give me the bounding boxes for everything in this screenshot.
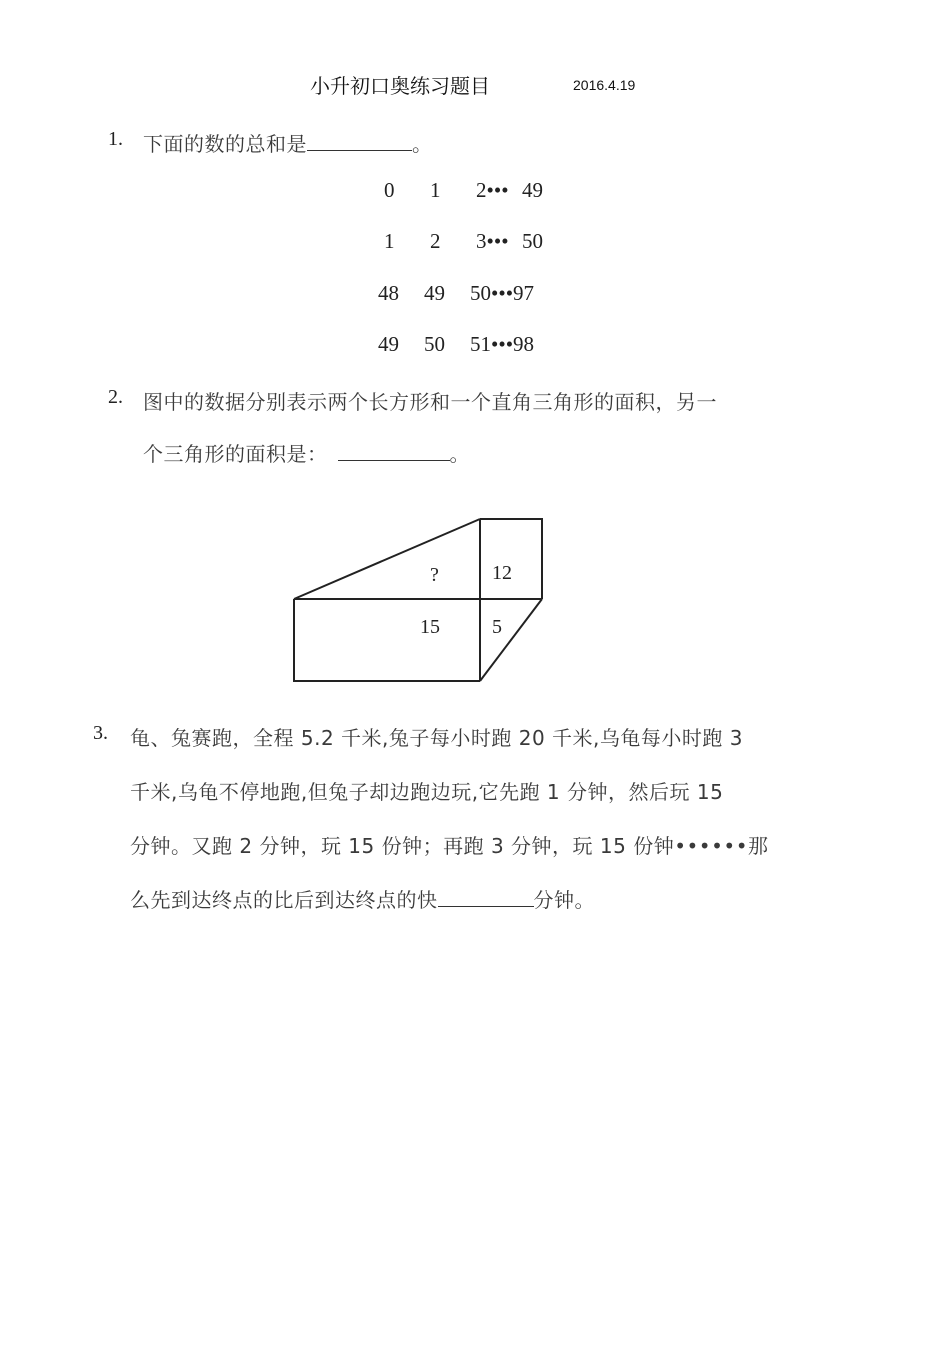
- grid-cell: 49: [522, 178, 543, 202]
- grid-cell: 48: [378, 281, 399, 305]
- figure-label-5: 5: [492, 616, 502, 638]
- area-figure: [280, 505, 560, 699]
- question-2-line-1: 图中的数据分别表示两个长方形和一个直角三角形的面积，另一: [143, 390, 717, 414]
- grid-cell: 51•••98: [470, 332, 535, 356]
- grid-cell: 1: [384, 229, 395, 253]
- question-3-line-4: [130, 884, 595, 913]
- rectangle-12-edge: [480, 519, 542, 599]
- triangle-5-slant: [480, 599, 542, 681]
- grid-cell: 50•••97: [470, 281, 535, 305]
- question-3-line-1: 龟、兔赛跑，全程 5.2 千米,兔子每小时跑 20 千米,乌龟每小时跑 3: [130, 726, 743, 750]
- grid-cell: 50: [424, 332, 445, 356]
- question-1-number: 1.: [108, 128, 123, 150]
- answer-blank-1[interactable]: [307, 132, 412, 151]
- question-3-line-3: 分钟。又跑 2 分钟，玩 15 份钟；再跑 3 分钟，玩 15 份钟••••••那: [130, 834, 769, 858]
- grid-cell: 0: [384, 178, 395, 202]
- grid-cell: 1: [430, 178, 441, 202]
- question-3-end: 分钟。: [533, 888, 595, 912]
- page-title: 小升初口奥练习题目: [310, 74, 490, 98]
- answer-blank-2[interactable]: [338, 442, 450, 461]
- question-3-number: 3.: [93, 722, 108, 744]
- grid-cell: 50: [522, 229, 543, 253]
- grid-cell: 49: [424, 281, 445, 305]
- grid-cell: 2: [430, 229, 441, 253]
- triangle-hypotenuse: [294, 519, 480, 599]
- question-2-line-2: [143, 438, 470, 467]
- rectangle-15-edge: [294, 599, 480, 681]
- question-1-text: [143, 128, 433, 157]
- figure-label-unknown: ?: [430, 564, 439, 586]
- page-date: 2016.4.19: [573, 77, 636, 93]
- question-2-number: 2.: [108, 386, 123, 408]
- question-3-prompt: 么先到达终点的比后到达终点的快: [130, 888, 438, 912]
- answer-blank-3[interactable]: [438, 888, 534, 907]
- question-3-line-2: 千米,乌龟不停地跑,但兔子却边跑边玩,它先跑 1 分钟，然后玩 15: [130, 780, 724, 804]
- grid-cell: 2•••: [476, 178, 509, 202]
- question-1-prompt: 下面的数的总和是: [143, 132, 307, 156]
- question-1-end: 。: [412, 132, 433, 156]
- question-2-prompt: 个三角形的面积是：: [143, 442, 328, 466]
- figure-label-15: 15: [420, 616, 440, 638]
- question-2-end: 。: [449, 442, 470, 466]
- figure-label-12: 12: [492, 562, 512, 584]
- grid-cell: 49: [378, 332, 399, 356]
- grid-cell: 3•••: [476, 229, 509, 253]
- area-figure-svg: [280, 505, 560, 695]
